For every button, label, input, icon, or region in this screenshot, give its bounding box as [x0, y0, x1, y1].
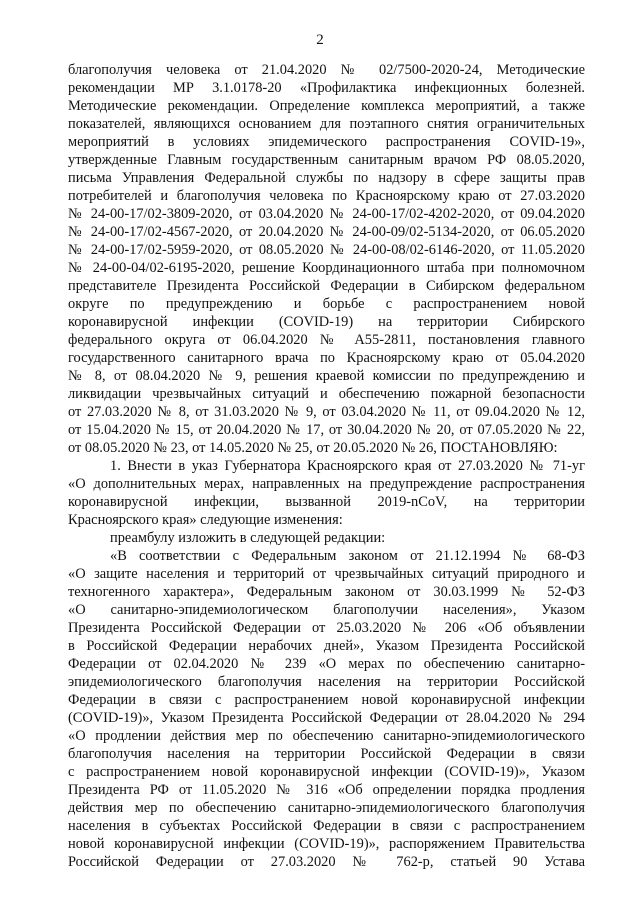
text-line: населения в субъектах Российской Федерации в связи с распространением	[68, 818, 585, 834]
text-line: рекомендации МР 3.1.0178-20 «Профилактика инфекционных болезней.	[68, 80, 585, 96]
text-line: Федерации от 02.04.2020 № 239 «О мерах по обеспечению санитарно-	[68, 656, 585, 672]
text-line: с распространением новой коронавирусной инфекции (COVID-19)», Указом	[68, 764, 585, 780]
text-line: от 27.03.2020 № 8, от 31.03.2020 № 9, от 03.04.2020 № 11, от 09.04.2020 № 12,	[68, 404, 585, 420]
text-line: Методические рекомендации. Определение комплекса мероприятий, а также	[68, 98, 585, 114]
text-line: № 24-00-17/02-3809-2020, от 03.04.2020 № 24-00-17/02-4202-2020, от 09.04.2020	[68, 206, 585, 222]
text-line: «О дополнительных мерах, направленных на предупреждение распространения	[68, 476, 585, 492]
text-line: в Российской Федерации нерабочих дней», Указом Президента Российской	[68, 638, 585, 654]
text-line: государственного санитарного врача по Красноярскому краю от 05.04.2020	[68, 350, 585, 366]
text-line: 1. Внести в указ Губернатора Красноярского края от 27.03.2020 № 71-уг	[110, 458, 585, 474]
text-line: эпидемиологического благополучия населения на территории Российской	[68, 674, 585, 690]
text-line: действия мер по обеспечению санитарно-эпидемиологического благополучия	[68, 800, 585, 816]
text-line: преамбулу изложить в следующей редакции:	[110, 530, 386, 546]
text-line: представителе Президента Российской Федерации в Сибирском федеральном	[68, 278, 585, 294]
text-line: показателей, являющихся основанием для поэтапного снятия ограничительных	[68, 116, 585, 132]
page-number: 2	[316, 32, 324, 48]
text-line: Федерации в связи с распространением новой коронавирусной инфекции	[68, 692, 585, 708]
text-line: благополучия человека от 21.04.2020 № 02/7500-2020-24, Методические	[68, 62, 585, 78]
text-line: утвержденные Главным государственным санитарным врачом РФ 08.05.2020,	[68, 152, 585, 168]
text-line: техногенного характера», Федеральным законом от 30.03.1999 № 52-ФЗ	[68, 584, 585, 600]
text-line: (COVID-19)», Указом Президента Российской Федерации от 28.04.2020 № 294	[68, 710, 585, 726]
text-line: № 24-00-04/02-6195-2020, решение Координационного штаба при полномочном	[68, 260, 585, 276]
text-line: федерального округа от 06.04.2020 № А55-2811, постановления главного	[68, 332, 585, 348]
text-line: № 24-00-17/02-5959-2020, от 08.05.2020 № 24-00-08/02-6146-2020, от 11.05.2020	[68, 242, 585, 258]
text-line: «О санитарно-эпидемиологическом благополучии населения», Указом	[68, 602, 585, 618]
text-line: Красноярского края» следующие изменения:	[68, 512, 343, 528]
text-line: коронавирусной инфекции, вызванной 2019-nCoV, на территории	[68, 494, 585, 510]
text-line: от 15.04.2020 № 15, от 20.04.2020 № 17, от 30.04.2020 № 20, от 07.05.2020 № 22,	[68, 422, 585, 438]
text-line: № 8, от 08.04.2020 № 9, решения краевой комиссии по предупреждению и	[68, 368, 585, 384]
text-line: новой коронавирусной инфекции (COVID-19)», распоряжением Правительства	[68, 836, 585, 852]
text-line: от 08.05.2020 № 23, от 14.05.2020 № 25, от 20.05.2020 № 26, ПОСТАНОВЛЯЮ:	[68, 440, 558, 456]
text-line: письма Управления Федеральной службы по надзору в сфере защиты прав	[68, 170, 585, 186]
text-line: Президента Российской Федерации от 25.03.2020 № 206 «Об объявлении	[68, 620, 585, 636]
text-line: потребителей и благополучия человека по Красноярскому краю от 27.03.2020	[68, 188, 585, 204]
text-line: мероприятий в условиях эпидемического распространения COVID-19»,	[68, 134, 585, 150]
text-line: ликвидации чрезвычайных ситуаций и обеспечению пожарной безопасности	[68, 386, 585, 402]
text-line: благополучия населения на территории Российской Федерации в связи	[68, 746, 585, 762]
text-line: № 24-00-17/02-4567-2020, от 20.04.2020 № 24-00-09/02-5134-2020, от 06.05.2020	[68, 224, 585, 240]
text-line: Президента РФ от 11.05.2020 № 316 «Об определении порядка продления	[68, 782, 585, 798]
text-line: округе по предупреждению и борьбе с распространением новой	[68, 296, 585, 312]
text-line: Российской Федерации от 27.03.2020 № 762-р, статьей 90 Устава	[68, 854, 585, 870]
text-line: коронавирусной инфекции (COVID-19) на территории Сибирского	[68, 314, 585, 330]
text-line: «В соответствии с Федеральным законом от 21.12.1994 № 68-ФЗ	[110, 548, 585, 564]
text-line: «О продлении действия мер по обеспечению санитарно-эпидемиологического	[68, 728, 585, 744]
text-line: «О защите населения и территорий от чрезвычайных ситуаций природного и	[68, 566, 585, 582]
